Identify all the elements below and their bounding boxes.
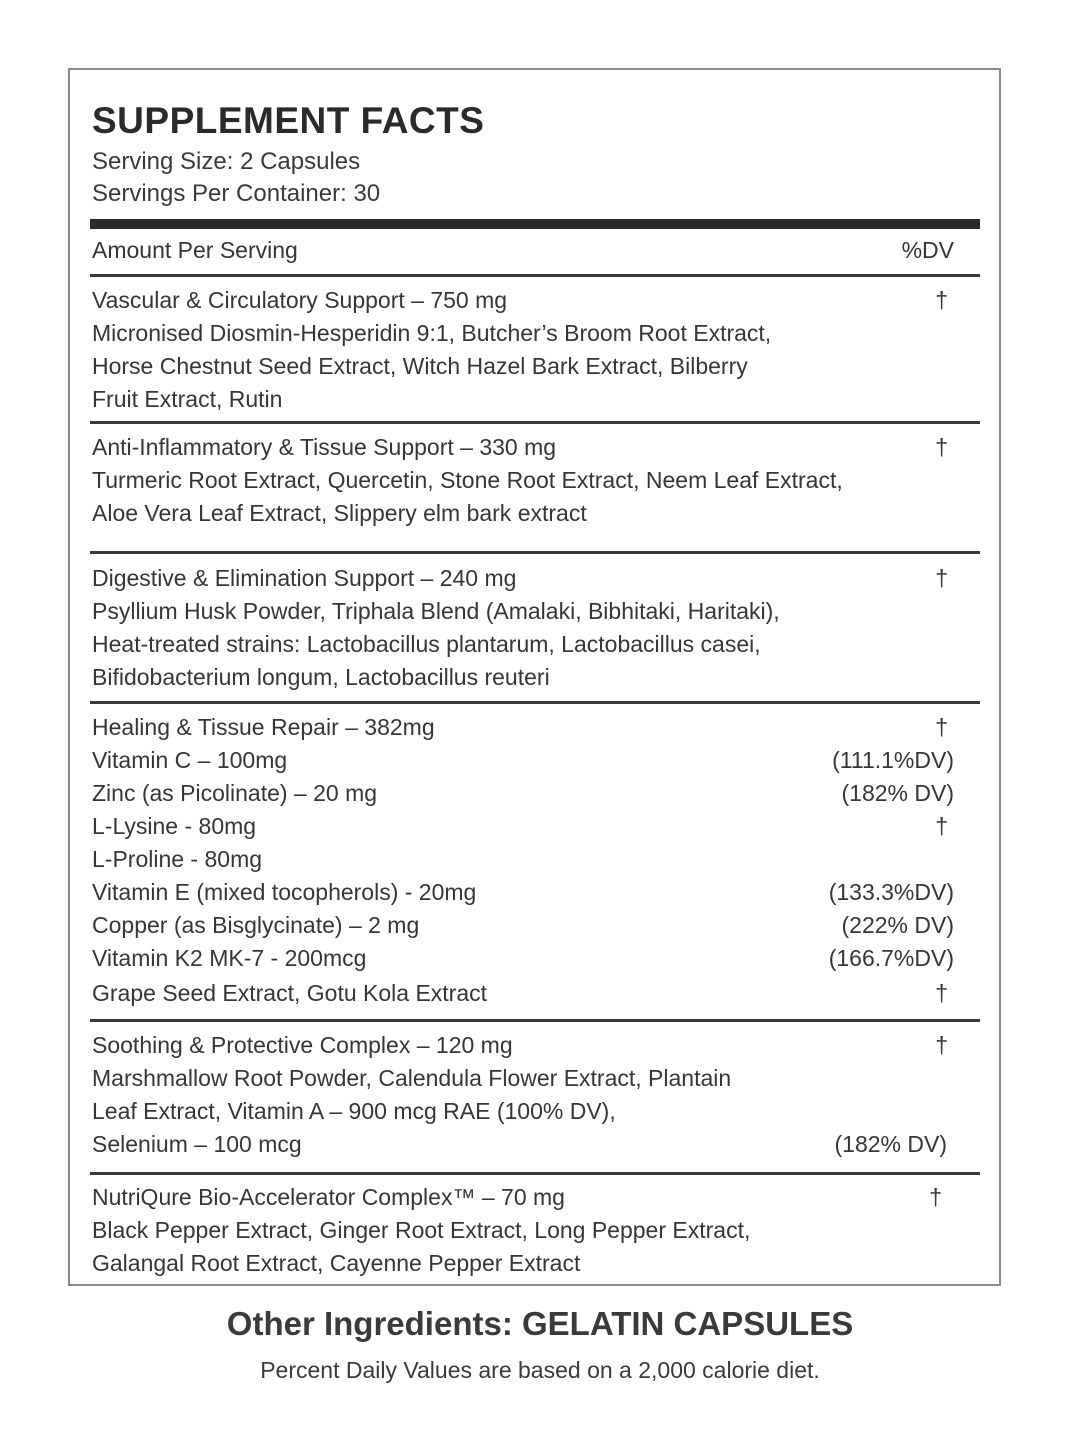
serving-size: Serving Size: 2 Capsules	[92, 148, 361, 175]
section-divider	[90, 1019, 980, 1022]
section-divider	[90, 274, 980, 277]
dagger-mark: †	[935, 813, 948, 839]
ingredient-text: Fruit Extract, Rutin	[92, 386, 283, 412]
ingredient-line	[92, 1062, 954, 1095]
section-heading-text: Digestive & Elimination Support – 240 mg	[92, 565, 517, 591]
nutrient-row-vitamin-c	[92, 744, 954, 777]
dv-value: (111.1%DV)	[832, 747, 954, 773]
amount-header-row	[92, 234, 954, 267]
nutrient-row-vitamin-e	[92, 876, 954, 909]
ingredient-text: Horse Chestnut Seed Extract, Witch Hazel Bark Extract, Bilberry	[92, 353, 748, 379]
nutrient-row-grape-seed	[92, 977, 954, 1010]
supplement-facts-title: SUPPLEMENT FACTS	[92, 100, 485, 141]
dv-value: (182% DV)	[841, 780, 954, 806]
nutrient-text: L-Lysine - 80mg	[92, 813, 257, 839]
dv-value: (222% DV)	[841, 912, 954, 938]
nutrient-text: Vitamin K2 MK-7 - 200mcg	[92, 945, 367, 971]
section-divider	[90, 701, 980, 704]
section-heading-soothing	[92, 1029, 954, 1062]
section-heading-text: Soothing & Protective Complex – 120 mg	[92, 1032, 513, 1058]
nutrient-row-zinc	[92, 777, 954, 810]
nutrient-text: Copper (as Bisglycinate) – 2 mg	[92, 912, 420, 938]
dagger-mark: †	[935, 287, 948, 313]
ingredient-text: Psyllium Husk Powder, Triphala Blend (Amalaki, Bibhitaki, Haritaki),	[92, 598, 780, 624]
ingredient-line	[92, 661, 954, 694]
other-ingredients: Other Ingredients: GELATIN CAPSULES	[226, 1305, 854, 1342]
nutrient-row-vitamin-k2	[92, 942, 954, 975]
ingredient-line	[92, 595, 954, 628]
section-heading-text: Healing & Tissue Repair – 382mg	[92, 714, 435, 740]
ingredient-line	[92, 350, 954, 383]
nutrient-text: Grape Seed Extract, Gotu Kola Extract	[92, 980, 488, 1006]
nutrient-text: Vitamin C – 100mg	[92, 747, 288, 773]
dagger-mark: †	[935, 565, 948, 591]
ingredient-line	[92, 317, 954, 350]
ingredient-text: Galangal Root Extract, Cayenne Pepper Extract	[92, 1250, 581, 1276]
dagger-mark: †	[935, 1032, 948, 1058]
nutrient-row-l-proline	[92, 843, 954, 876]
nutrient-text: Zinc (as Picolinate) – 20 mg	[92, 780, 378, 806]
ingredient-line	[92, 1214, 954, 1247]
dv-header-label: %DV	[901, 237, 954, 263]
nutrient-row-l-lysine	[92, 810, 954, 843]
daily-value-footnote: Percent Daily Values are based on a 2,000 calorie diet.	[260, 1357, 820, 1383]
ingredient-text: Heat-treated strains: Lactobacillus plantarum, Lactobacillus casei,	[92, 631, 761, 657]
ingredient-text: Marshmallow Root Powder, Calendula Flower Extract, Plantain	[92, 1065, 732, 1091]
ingredient-line	[92, 1247, 954, 1280]
ingredient-text: Micronised Diosmin-Hesperidin 9:1, Butcher’s Broom Root Extract,	[92, 320, 772, 346]
ingredient-text: Aloe Vera Leaf Extract, Slippery elm bark extract	[92, 500, 587, 526]
section-heading-text: NutriQure Bio-Accelerator Complex™ – 70 mg	[92, 1184, 565, 1210]
section-heading-healing	[92, 711, 954, 744]
nutrient-text: Selenium – 100 mcg	[92, 1131, 302, 1157]
section-divider	[90, 421, 980, 424]
servings-per-container: Servings Per Container: 30	[92, 180, 381, 207]
amount-per-serving-label: Amount Per Serving	[92, 237, 298, 263]
ingredient-line	[92, 383, 954, 416]
ingredient-text: Leaf Extract, Vitamin A – 900 mcg RAE (100% DV),	[92, 1098, 616, 1124]
dagger-mark: †	[935, 980, 948, 1006]
ingredient-line	[92, 464, 954, 497]
section-heading-digestive	[92, 562, 954, 595]
header-thick-divider	[90, 219, 980, 229]
section-heading-anti-inflammatory	[92, 431, 954, 464]
ingredient-line	[92, 497, 954, 530]
ingredient-line	[92, 628, 954, 661]
nutrient-text: Vitamin E (mixed tocopherols) - 20mg	[92, 879, 477, 905]
dv-value: (166.7%DV)	[828, 945, 954, 971]
dagger-mark: †	[929, 1184, 942, 1210]
dv-value: (133.3%DV)	[828, 879, 954, 905]
section-divider	[90, 551, 980, 554]
section-heading-text: Vascular & Circulatory Support – 750 mg	[92, 287, 508, 313]
section-heading-text: Anti-Inflammatory & Tissue Support – 330 mg	[92, 434, 557, 460]
dagger-mark: †	[935, 714, 948, 740]
section-heading-vascular	[92, 284, 954, 317]
ingredient-text: Bifidobacterium longum, Lactobacillus reuteri	[92, 664, 550, 690]
section-heading-bio-accelerator	[92, 1181, 954, 1214]
section-divider	[90, 1172, 980, 1175]
dv-value: (182% DV)	[834, 1131, 947, 1157]
dagger-mark: †	[935, 434, 948, 460]
nutrient-text: L-Proline - 80mg	[92, 846, 263, 872]
ingredient-line	[92, 1095, 954, 1128]
ingredient-text: Black Pepper Extract, Ginger Root Extract, Long Pepper Extract,	[92, 1217, 751, 1243]
ingredient-text: Turmeric Root Extract, Quercetin, Stone Root Extract, Neem Leaf Extract,	[92, 467, 843, 493]
nutrient-row-selenium	[92, 1128, 947, 1161]
nutrient-row-copper	[92, 909, 954, 942]
